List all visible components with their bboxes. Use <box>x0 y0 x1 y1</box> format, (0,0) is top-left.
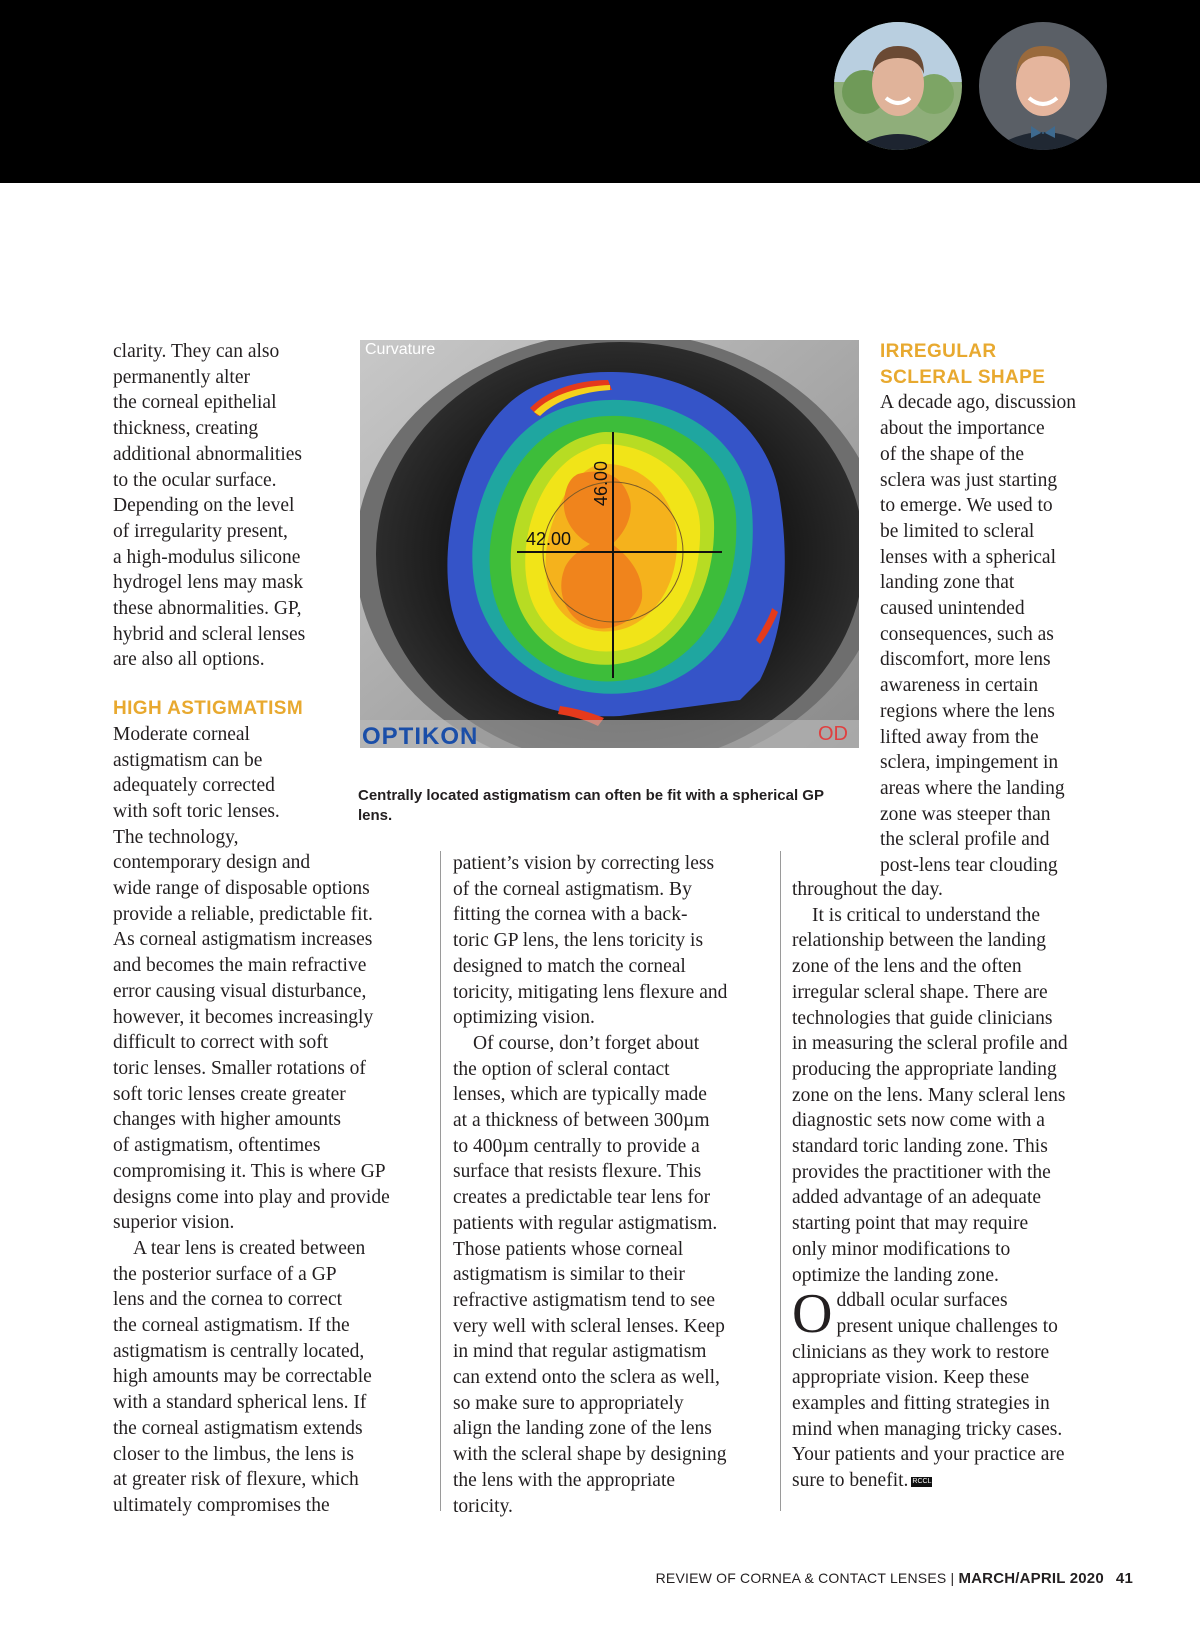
page-number: 41 <box>1115 1570 1133 1587</box>
column-divider <box>440 851 441 1511</box>
text-line: optimizing vision. <box>453 1007 595 1029</box>
text-line: of irregularity present, <box>113 520 288 542</box>
text-line: zone was steeper than <box>880 803 1051 825</box>
text-line: optimize the landing zone. <box>792 1264 999 1286</box>
text-line: lifted away from the <box>880 726 1039 748</box>
text-line: discomfort, more lens <box>880 649 1051 671</box>
text-line: producing the appropriate landing <box>792 1058 1057 1080</box>
text-line: a high-modulus silicone <box>113 546 301 568</box>
text-line: diagnostic sets now come with a <box>792 1110 1045 1132</box>
text-line: lens and the cornea to correct <box>113 1289 343 1311</box>
end-mark-logo: RCCL <box>912 1478 932 1486</box>
text-line: Those patients whose corneal <box>453 1238 684 1260</box>
text-line: fitting the cornea with a back- <box>453 904 688 926</box>
author-photo-2-image <box>979 22 1107 150</box>
text-line-last-content: sure to benefit. <box>792 1470 909 1492</box>
text-line: with soft toric lenses. <box>113 800 280 822</box>
text-line: patients with regular astigmatism. <box>453 1212 718 1234</box>
text-line: the scleral profile and <box>880 829 1050 851</box>
figure-value-vertical: 46.00 <box>591 460 611 506</box>
text-line: of the corneal astigmatism. By <box>453 878 692 900</box>
text-line: technologies that guide clinicians <box>792 1007 1053 1029</box>
paragraph-right-2 <box>792 903 1122 1289</box>
column-divider <box>780 851 781 1511</box>
column-right <box>792 877 1122 1494</box>
text-line: and becomes the main refractive <box>113 955 367 977</box>
text-line: only minor modifications to <box>792 1238 1011 1260</box>
page-footer <box>656 1570 1133 1587</box>
text-line: It is critical to understand the <box>812 904 1040 926</box>
text-line: areas where the landing <box>880 777 1065 799</box>
text-line: with a standard spherical lens. If <box>113 1392 367 1414</box>
text-line: awareness in certain <box>880 675 1039 697</box>
heading-irregular-scleral-shape <box>880 339 1130 390</box>
author-photo-2 <box>979 22 1107 150</box>
text-line: contemporary design and <box>113 852 311 874</box>
heading-line: SCLERAL SHAPE <box>880 366 1046 388</box>
header-bar <box>0 0 1200 183</box>
text-line: examples and fitting strategies in <box>792 1393 1050 1415</box>
text-line: present unique challenges to <box>836 1315 1058 1337</box>
text-line: A tear lens is created between <box>133 1237 366 1259</box>
text-line: designs come into play and provide <box>113 1186 390 1208</box>
text-line: Moderate corneal <box>113 723 250 745</box>
text-line: the corneal epithelial <box>113 392 277 414</box>
text-line: zone of the lens and the often <box>792 956 1022 978</box>
text-line: appropriate vision. Keep these <box>792 1367 1030 1389</box>
figure-caption: Centrally located astigmatism can often be fit with a spherical GP lens. <box>358 787 824 824</box>
text-line: lenses, which are typically made <box>453 1084 707 1106</box>
text-line: align the landing zone of the lens <box>453 1418 712 1440</box>
paragraph-right-1-end <box>792 877 1122 903</box>
column-right-top <box>880 339 1130 879</box>
text-line: Of course, don’t forget about <box>473 1032 700 1054</box>
figure-eye-label: OD <box>818 723 848 745</box>
text-line: soft toric lenses create greater <box>113 1083 346 1105</box>
text-line: additional abnormalities <box>113 443 302 465</box>
text-line: caused unintended <box>880 598 1025 620</box>
text-line: consequences, such as <box>880 623 1054 645</box>
text-line: these abnormalities. GP, <box>113 598 302 620</box>
text-line: the posterior surface of a GP <box>113 1263 337 1285</box>
paragraph-left-3 <box>113 1236 433 1519</box>
text-line: toric lenses. Smaller rotations of <box>113 1057 366 1079</box>
text-line: starting point that may require <box>792 1213 1029 1235</box>
text-line: error causing visual disturbance, <box>113 980 367 1002</box>
text-line: As corneal astigmatism increases <box>113 929 373 951</box>
text-line: patient’s vision by correcting less <box>453 853 715 874</box>
footer-publication: REVIEW OF CORNEA & CONTACT LENSES <box>655 1570 947 1586</box>
text-line: throughout the day. <box>792 879 943 900</box>
text-line: astigmatism is similar to their <box>453 1264 685 1286</box>
text-line: about the importance <box>880 418 1045 440</box>
text-line: are also all options. <box>113 649 265 671</box>
text-line: hydrogel lens may mask <box>113 572 304 594</box>
paragraph-right-1 <box>880 390 1130 878</box>
text-line: to the ocular surface. <box>113 469 277 491</box>
text-line: in measuring the scleral profile and <box>792 1033 1068 1055</box>
text-line: however, it becomes increasingly <box>113 1006 374 1028</box>
text-line: changes with higher amounts <box>113 1109 341 1131</box>
text-line: provide a reliable, predictable fit. <box>113 903 373 925</box>
text-line: the lens with the appropriate <box>453 1469 676 1491</box>
figure-label-curvature: Curvature <box>365 341 436 358</box>
text-line: clarity. They can also <box>113 341 280 362</box>
text-line: very well with scleral lenses. Keep <box>453 1315 725 1337</box>
text-line: ddball ocular surfaces <box>836 1290 1008 1312</box>
author-photo-1 <box>834 22 962 150</box>
figure-value-horizontal: 42.00 <box>526 529 572 549</box>
text-line: Your patients and your practice are <box>792 1444 1065 1466</box>
text-line: relationship between the landing <box>792 930 1046 952</box>
author-photo-1-image <box>834 22 962 150</box>
text-line: with the scleral shape by designing <box>453 1444 727 1466</box>
text-line: wide range of disposable options <box>113 878 370 900</box>
text-line: toric GP lens, the lens toricity is <box>453 930 704 952</box>
text-line: irregular scleral shape. There are <box>792 981 1048 1003</box>
text-line: closer to the limbus, the lens is <box>113 1443 355 1465</box>
text-line: difficult to correct with soft <box>113 1032 329 1054</box>
text-line: surface that resists flexure. This <box>453 1161 702 1183</box>
heading-line: IRREGULAR <box>880 341 997 362</box>
paragraph-middle-1 <box>453 851 768 1031</box>
text-line: adequately corrected <box>113 775 275 797</box>
topography-figure <box>360 340 859 748</box>
text-line: ultimately compromises the <box>113 1494 330 1516</box>
text-line: in mind that regular astigmatism <box>453 1341 707 1363</box>
text-line: mind when managing tricky cases. <box>792 1418 1063 1440</box>
text-line: Depending on the level <box>113 495 295 517</box>
footer-separator: | <box>946 1570 959 1586</box>
text-line: permanently alter <box>113 366 250 388</box>
text-line: hybrid and scleral lenses <box>113 623 306 645</box>
text-line: to emerge. We used to <box>880 495 1053 517</box>
drop-cap: O <box>792 1283 833 1346</box>
column-middle <box>453 851 768 1519</box>
text-line: be limited to scleral <box>880 520 1035 542</box>
paragraph-middle-2 <box>453 1031 768 1519</box>
text-line: compromising it. This is where GP <box>113 1160 386 1182</box>
text-line: The technology, <box>113 826 239 848</box>
text-line: astigmatism can be <box>113 749 263 771</box>
text-line: clinicians as they work to restore <box>792 1341 1050 1363</box>
text-line: so make sure to appropriately <box>453 1392 684 1414</box>
text-line: toricity. <box>453 1495 513 1517</box>
text-line: the option of scleral contact <box>453 1058 670 1080</box>
footer-date: MARCH/APRIL 2020 <box>958 1570 1104 1587</box>
text-line: added advantage of an adequate <box>792 1187 1042 1209</box>
figure-brand-logo: OPTIKON <box>362 723 479 748</box>
text-line: sclera, impingement in <box>880 752 1059 774</box>
text-line: designed to match the corneal <box>453 955 686 977</box>
text-line: at a thickness of between 300µm <box>453 1110 710 1132</box>
topography-map <box>360 340 859 748</box>
text-line-last <box>792 1468 1122 1494</box>
text-line: at greater risk of flexure, which <box>113 1469 359 1491</box>
text-line: standard toric landing zone. This <box>792 1136 1048 1158</box>
text-line: the corneal astigmatism extends <box>113 1417 363 1439</box>
text-line: can extend onto the sclera as well, <box>453 1367 720 1389</box>
text-line: astigmatism is centrally located, <box>113 1340 365 1362</box>
text-line: regions where the lens <box>880 700 1055 722</box>
text-line: landing zone that <box>880 572 1015 594</box>
text-line: zone on the lens. Many scleral lens <box>792 1084 1066 1106</box>
text-line: A decade ago, discussion <box>880 392 1077 414</box>
text-line: of astigmatism, oftentimes <box>113 1135 321 1157</box>
text-line: refractive astigmatism tend to see <box>453 1289 716 1311</box>
text-line: the corneal astigmatism. If the <box>113 1315 350 1337</box>
text-line: superior vision. <box>113 1212 235 1234</box>
text-line: creates a predictable tear lens for <box>453 1187 711 1209</box>
text-line: of the shape of the <box>880 443 1025 465</box>
text-line: post-lens tear clouding <box>880 855 1058 877</box>
text-line: toricity, mitigating lens flexure and <box>453 981 728 1003</box>
text-line: thickness, creating <box>113 418 259 440</box>
paragraph-right-3 <box>792 1283 1122 1494</box>
text-line: lenses with a spherical <box>880 546 1056 568</box>
heading-high-astigmatism: HIGH ASTIGMATISM <box>113 698 304 720</box>
text-line: provides the practitioner with the <box>792 1161 1051 1183</box>
text-line: to 400µm centrally to provide a <box>453 1135 700 1157</box>
text-line: sclera was just starting <box>880 469 1058 491</box>
text-line: high amounts may be correctable <box>113 1366 372 1388</box>
